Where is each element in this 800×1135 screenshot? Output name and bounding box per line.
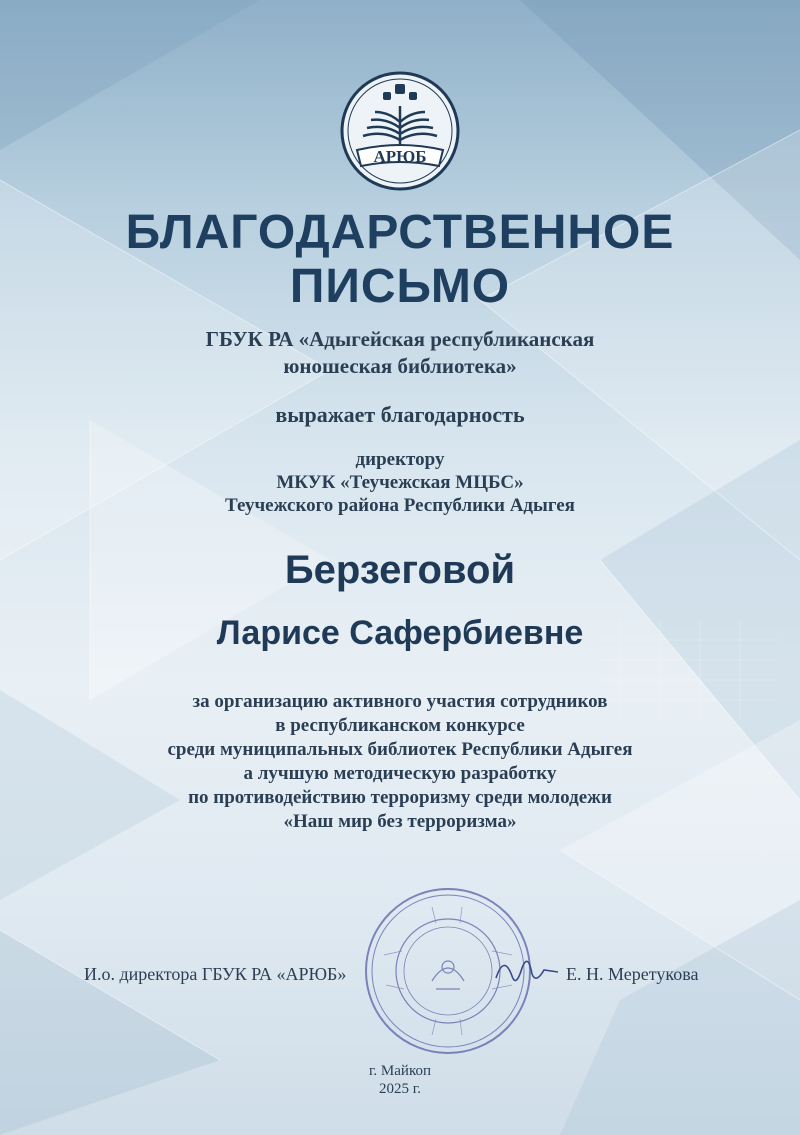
year: 2025 г.: [379, 1081, 421, 1097]
recipient-institution: МКУК «Теучежская МЦБС»: [276, 472, 524, 493]
signatory-position: И.о. директора ГБУК РА «АРЮБ»: [84, 964, 347, 984]
signatory-name: Е. Н. Меретукова: [566, 964, 699, 984]
organization-line-1: ГБУК РА «Адыгейская республиканская: [205, 327, 595, 351]
reason-line: а лучшую методическую разработку: [243, 763, 557, 784]
recipient-details: [0, 448, 800, 517]
award-reason: [0, 690, 800, 834]
recipient-position: директору: [355, 449, 445, 470]
title-line-1: БЛАГОДАРСТВЕННОЕ: [125, 206, 675, 259]
title-line-2: ПИСЬМО: [289, 260, 511, 313]
logo-label: АРЮБ: [373, 147, 427, 166]
reason-line: за организацию активного участия сотрудников: [192, 691, 608, 712]
organization-line-2: юношеская библиотека»: [283, 354, 517, 378]
reason-line: среди муниципальных библиотек Республики Адыгея: [167, 739, 633, 760]
recipient-given-names: Ларисе Сафербиевне: [216, 614, 584, 652]
expresses-gratitude: выражает благодарность: [275, 402, 525, 427]
reason-line: «Наш мир без терроризма»: [283, 811, 517, 832]
recipient-surname: Берзеговой: [284, 548, 516, 592]
reason-line: по противодействию терроризму среди молодежи: [188, 787, 612, 808]
document-title: [0, 206, 800, 314]
place-and-year: [300, 1062, 500, 1098]
city: г. Майкоп: [368, 1063, 432, 1079]
handwritten-signature: [492, 948, 562, 994]
organization-name: [0, 326, 800, 380]
reason-line: в республиканском конкурсе: [275, 715, 525, 736]
library-logo-icon: [339, 70, 461, 192]
recipient-region: Теучежского района Республики Адыгея: [225, 495, 575, 516]
